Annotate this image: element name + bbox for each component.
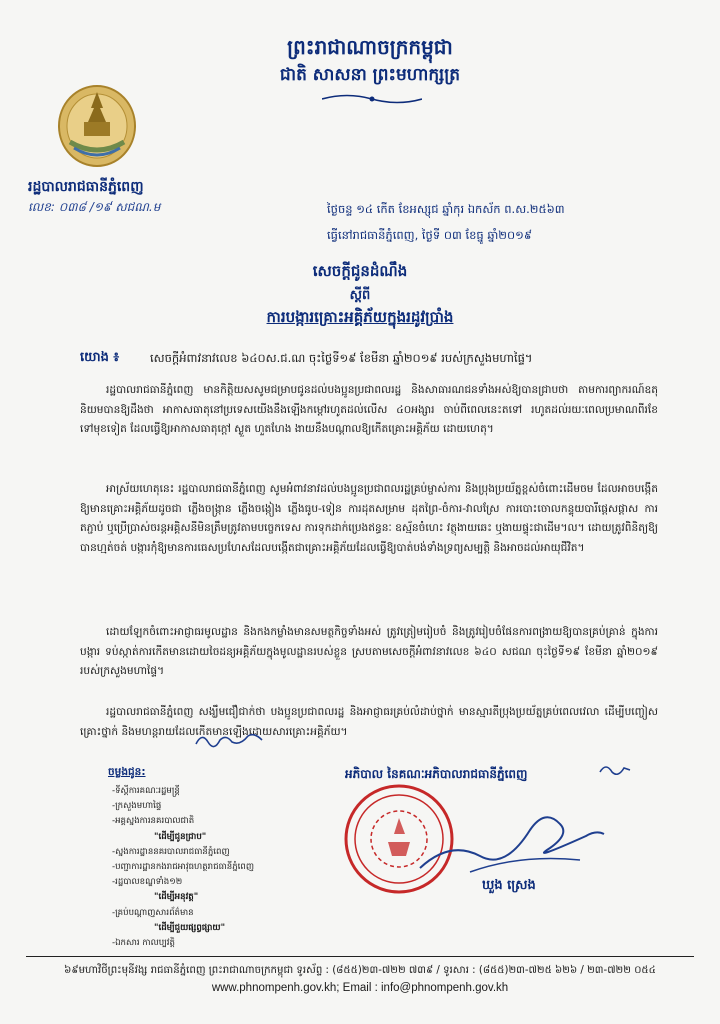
body-paragraph-2: អាស្រ័យហេតុនេះ រដ្ឋបាលរាជធានីភ្នំពេញ សូមអំពាវនាវដល់បងប្អូនប្រជាពលរដ្ឋគ្រប់ម្ចាស់ការ និងប្រុងប្រយ័ត្នខ្ពស់ចំពោះដើមចម ដែលអាចបង្កើតឱ្យមានគ្រោះអគ្គិភ័យដូចជា ភ្លើងចង្ក្រាន ភ្លើងចង្កៀង ភ្លើងធូប-ទៀន ការដុតសម្រាម ដុតព្រៃ-ចំការ-វាលស្រែ ការបោះចោលកន្ទុយបារីផ្តេសផ្តាស ការតភ្ជាប់ ឬប្រើប្រាស់ចរន្តអគ្គិសនីមិនត្រឹមត្រូវតាមបច្ចេកទេស ការទុកដាក់ប្រេងឥន្ធនៈ ឧស្ម័នចំហេះ វត្ថុងាយឆេះ ឬងាយផ្ទុះជាដើម។ល។ ដោយត្រូវពិនិត្យឱ្យបានហ្មត់ចត់ បង្ការកុំឱ្យមានការធេសប្រហែសដែលបង្កើតជាគ្រោះអគ្គិភ័យដែលធ្វើឱ្យបាត់បង់ទាំងទ្រព្យសម្បត្តិ និងអាចដល់អាយុជីវិត។ bbox=[80, 483, 658, 554]
reference-text: សេចក្តីអំពាវនាវលេខ ៦៤០ស.ជ.ណ ចុះថ្ងៃទី១៩ ខែមីនា ឆ្នាំ២០១៩ របស់ក្រសួងមហាផ្ទៃ។ bbox=[150, 351, 533, 365]
lunar-date: ថ្ងៃចន្ទ ១៤ កើត ខែអស្សុជ ឆ្នាំកុរ ឯកស័ក ព.ស.២៥៦៣ bbox=[327, 202, 565, 216]
cc-item: -រដ្ឋបាលខណ្ឌទាំង១២ bbox=[112, 877, 183, 888]
footer-website-email: www.phnompenh.gov.kh; Email : info@phnompenh.gov.kh bbox=[211, 982, 509, 994]
footer-address: ៦៩មហាវិថីព្រះមុនីវង្ស រាជធានីភ្នំពេញ ព្រះរាជាណាចក្រកម្ពុជា ទូរស័ព្ទ : (៨៥៥)២៣-៧២២ ៧៣៩ / ទូរសារ : (៨៥៥)២៣-៧២៥ ៦២៦ / ២៣-៧២២ ០៥៤ bbox=[64, 965, 656, 976]
solar-date: ធ្វើនៅរាជធានីភ្នំពេញ, ថ្ងៃទី ០៣ ខែធ្នូ ឆ្នាំ២០១៩ bbox=[327, 228, 532, 242]
handwritten-initials-icon bbox=[598, 760, 632, 780]
cc-label: ចម្លងជូន: bbox=[108, 766, 146, 778]
ornament-divider-icon bbox=[322, 92, 422, 106]
signatory-name: ឃួង ស្រេង bbox=[482, 878, 536, 893]
cc-item: -គ្រប់បណ្ដាញសារព័ត៌មាន bbox=[112, 907, 194, 918]
handwritten-signature-icon bbox=[410, 790, 610, 880]
cc-list bbox=[112, 784, 254, 951]
phnom-penh-emblem-icon bbox=[56, 78, 138, 170]
handwritten-initials-icon bbox=[192, 728, 272, 752]
cc-purpose: "ដើម្បីជូនជ្រាប" bbox=[154, 831, 207, 842]
cc-item: -ឯកសារ កាលប្បវត្តិ bbox=[112, 938, 175, 949]
cc-purpose: "ដើម្បីអនុវត្ត" bbox=[154, 892, 199, 903]
document-number: លេខ: ០៣៨ /១៩ សជណ.ម bbox=[28, 200, 161, 214]
cc-item: -បញ្ជាការដ្ឋានកងរាជអាវុធហត្ថរាជធានីភ្នំពេញ bbox=[112, 862, 255, 873]
body-paragraph-4: រដ្ឋបាលរាជធានីភ្នំពេញ សង្ឃឹមជឿជាក់ថា បងប្អូនប្រជាពលរដ្ឋ និងអាជ្ញាធរគ្រប់លំដាប់ថ្នាក់ មានស្មារតីប្រុងប្រយ័ត្នគ្រប់ពេលវេលា ដើម្បីបញ្ចៀសគ្រោះថ្នាក់ និងមហន្តរាយដែលកើតមានឡើងដោយសារគ្រោះអគ្គិភ័យ។ bbox=[80, 706, 658, 738]
document-subject bbox=[0, 308, 720, 330]
cc-item: -ក្រសួងមហាផ្ទៃ bbox=[112, 801, 162, 812]
document-title: សេចក្ដីជូនដំណឹង bbox=[312, 262, 408, 280]
cc-item: -អគ្គស្នងការនគរបាលជាតិ bbox=[112, 816, 195, 827]
body-paragraph-3: ដោយឡែកចំពោះអាជ្ញាធរមូលដ្ឋាន និងកងកម្លាំងមានសមត្ថកិច្ចទាំងអស់ ត្រូវត្រៀមរៀបចំ និងត្រូវរៀបចំផែនការពង្រាយឱ្យបានគ្រប់គ្រាន់ ក្នុងការបង្ការ ទប់ស្កាត់ការកើតមានដោយចៃដន្យអគ្គិភ័យក្នុងមូលដ្ឋានរបស់ខ្លួន ស្របតាមសេចក្តីអំពាវនាវលេខ ៦៤០ សជណ ចុះថ្ងៃទី១៩ ខែមីនា ឆ្នាំ២០១៩ របស់ក្រសួងមហាផ្ទៃ។ bbox=[80, 626, 658, 677]
document-title-regarding: ស្ដីពី bbox=[349, 288, 371, 303]
issuing-authority: រដ្ឋបាលរាជធានីភ្នំពេញ bbox=[28, 179, 144, 195]
cc-item: -ស្នងការដ្ឋាននគរបាលរាជធានីភ្នំពេញ bbox=[112, 846, 230, 857]
reference-label: យោង ៖ bbox=[80, 350, 120, 365]
cc-purpose: "ដើម្បីជួយផ្សព្វផ្សាយ" bbox=[154, 922, 226, 933]
body-paragraph-1: រដ្ឋបាលរាជធានីភ្នំពេញ មានកិត្តិយសសូមជម្រាបជូនដល់បងប្អូនប្រជាពលរដ្ឋ និងសាធារណជនទាំងអស់ឱ្យបានជ្រាបថា តាមការព្យាករណ៍ឧតុនិយមបានឱ្យដឹងថា អាកាសធាតុនៅប្រទេសយើងនឹងឡើងកម្តៅរហូតដល់លើស ៤០អង្សារ ចាប់ពីពេលនេះតទៅ រហូតដល់រយៈពេលប្រមាណពីរខែទៅមុខទៀត ដែលធ្វើឱ្យអាកាសធាតុក្តៅ ស្ងួត ហួតហែង ងាយនឹងបណ្តាលឱ្យកើតគ្រោះអគ្គិភ័យ ដោយហេតុ។ bbox=[80, 384, 658, 435]
national-motto: ជាតិ សាសនា ព្រះមហាក្សត្រ bbox=[279, 65, 461, 85]
kingdom-heading: ព្រះរាជាណាចក្រកម្ពុជា bbox=[287, 35, 453, 59]
signatory-title: អភិបាល នៃគណៈអភិបាលរាជធានីភ្នំពេញ bbox=[345, 767, 528, 781]
document-subject-text: ការបង្ការគ្រោះអគ្គិភ័យក្នុងរដូវប្រាំង bbox=[266, 308, 454, 326]
cc-item: -ទីស្តីការគណៈរដ្ឋមន្ត្រី bbox=[112, 786, 180, 796]
footer-divider bbox=[26, 956, 694, 957]
